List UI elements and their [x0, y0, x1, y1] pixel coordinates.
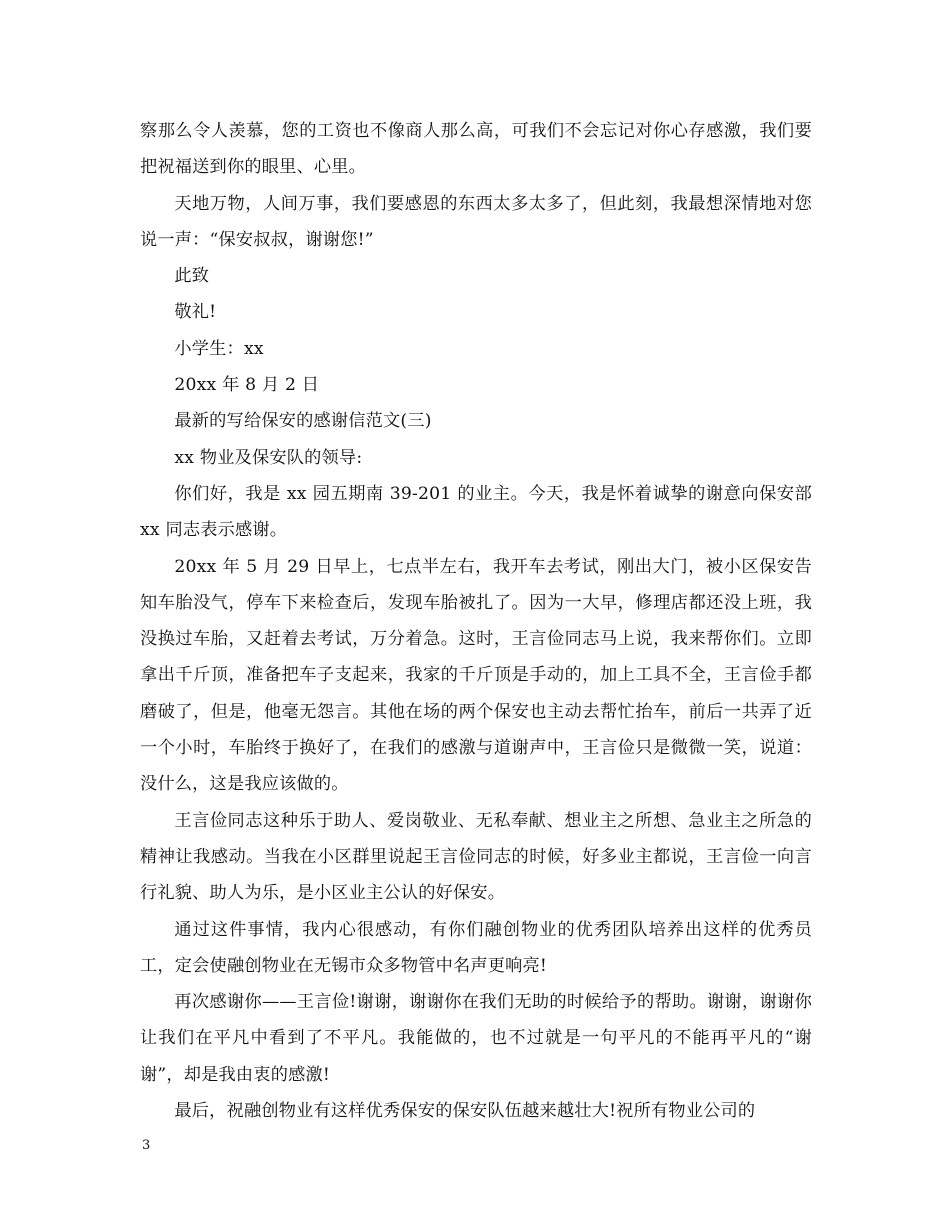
letter-salutation: xx 物业及保安队的领导:	[174, 447, 363, 468]
paragraph: 20xx 年 5 月 29 日早上，七点半左右，我开车去考试，刚出大门，被小区保安告知车胎没气，停车下来检查后，发现车胎被扎了。因为一大早，修理店都还没上班，我没换过车胎，又赶着去考试，万分着急。这时，王言俭同志马上说，我来帮你们。立即拿出千斤顶，准备把车子支起来，我家的千斤顶是手动的，加上工具不全，王言俭手都磨破了，但是，他毫无怨言。其他在场的两个保安也主动去帮忙抬车，前后一共弄了近一个小时，车胎终于换好了，在我们的感激与道谢声中，王言俭只是微微一笑，说道：没什么，这是我应该做的。	[140, 556, 812, 795]
page-number: 3	[142, 1138, 151, 1153]
paragraph: 再次感谢你——王言俭!谢谢，谢谢你在我们无助的时候给予的帮助。谢谢，谢谢你让我们在平凡中看到了不平凡。我能做的，也不过就是一句平凡的不能再平凡的“谢谢”，却是我由衷的感激!	[140, 992, 812, 1085]
paragraph: 察那么令人羡慕，您的工资也不像商人那么高，可我们不会忘记对你心存感激，我们要把祝福送到你的眼里、心里。	[140, 121, 812, 178]
paragraph: 通过这件事情，我内心很感动，有你们融创物业的优秀团队培养出这样的优秀员工，定会使融创物业在无锡市众多物管中名声更响亮!	[140, 919, 812, 976]
letter-date: 20xx 年 8 月 2 日	[174, 375, 320, 396]
letter-body	[140, 113, 812, 1129]
paragraph: 王言俭同志这种乐于助人、爱岗敬业、无私奉献、想业主之所想、急业主之所急的精神让我感动。当我在小区群里说起王言俭同志的时候，好多业主都说，王言俭一向言行礼貌、助人为乐，是小区业主公认的好保安。	[140, 810, 812, 904]
section-title: 最新的写给保安的感谢信范文(三)	[174, 411, 432, 432]
closing-salutation: 此致	[174, 266, 210, 287]
paragraph: 天地万物，人间万事，我们要感恩的东西太多太多了，但此刻，我最想深情地对您说一声：“保安叔叔，谢谢您!”	[140, 193, 812, 250]
paragraph: 你们好，我是 xx 园五期南 39-201 的业主。今天，我是怀着诚挚的谢意向保安部 xx 同志表示感谢。	[140, 483, 812, 541]
closing-regards: 敬礼!	[174, 302, 217, 323]
signature: 小学生：xx	[174, 338, 264, 359]
paragraph: 最后，祝融创物业有这样优秀保安的保安队伍越来越壮大!祝所有物业公司的	[174, 1101, 756, 1122]
